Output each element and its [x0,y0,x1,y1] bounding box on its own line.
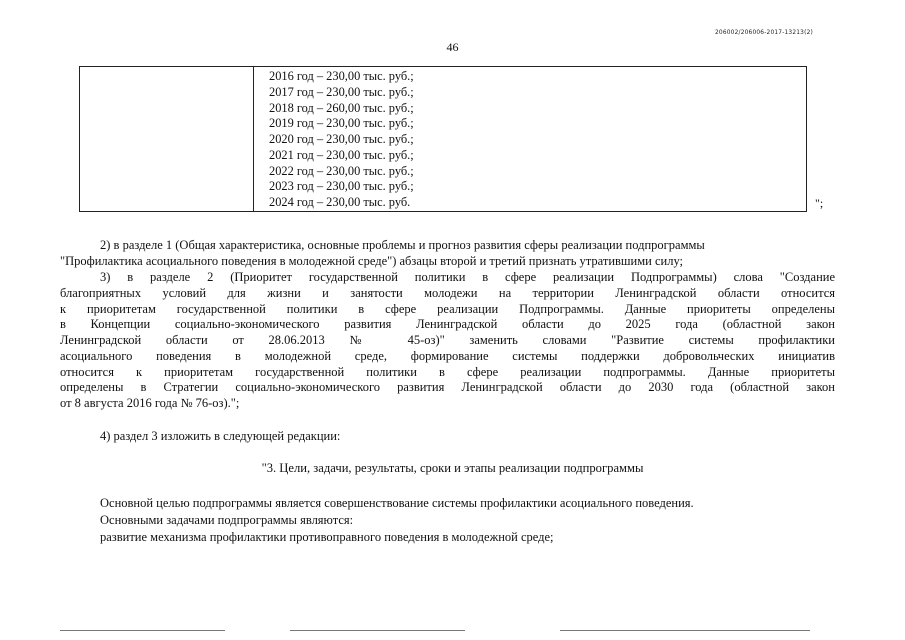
paragraph-line: 4) раздел 3 изложить в следующей редакции: [100,429,341,443]
funding-line: 2017 год – 230,00 тыс. руб.; [269,84,414,99]
footer-rule [560,630,810,631]
paragraph-line: определены в Стратегии социально-экономического развития Ленинградской области до 2030 года (областной закон [60,380,835,395]
body-line: Основными задачами подпрограммы являются: [100,513,354,527]
paragraph-2 [60,238,835,270]
funding-line: 2022 год – 230,00 тыс. руб.; [269,163,414,178]
table-closing-quote: "; [815,196,824,210]
funding-table [79,66,807,212]
table-right-column [269,69,802,211]
paragraph-line: благоприятных условий для жизни и занятости молодежи на территории Ленинградской области относится [60,285,835,300]
paragraph-line: в Концепции социально-экономического развития Ленинградской области до 2025 года (областной закон [60,317,835,332]
paragraph-3 [60,270,835,412]
footer-rule [60,630,225,631]
paragraph-line: "Профилактика асоциального поведения в молодежной среде") абзацы второй и третий признать утратившими силу; [60,253,684,268]
funding-line: 2020 год – 230,00 тыс. руб.; [269,132,414,146]
section-heading: "3. Цели, задачи, результаты, сроки и этапы реализации подпрограммы [261,461,644,475]
funding-line: 2016 год – 230,00 тыс. руб.; [269,69,414,83]
table-left-column [80,67,254,211]
funding-line: 2018 год – 260,00 тыс. руб.; [269,100,414,115]
paragraph-line: Ленинградской области от 28.06.2013 № 45-оз)" заменить словами "Развитие системы профилактики [60,333,835,347]
paragraph-line: от 8 августа 2016 года № 76-оз)."; [60,396,240,410]
footer-rule [290,630,465,631]
body-line: развитие механизма профилактики противоправного поведения в молодежной среде; [100,530,554,544]
body-line: Основной целью подпрограммы является совершенствование системы профилактики асоциального поведения. [100,496,694,510]
paragraph-line: относится к приоритетам государственной политики в сфере реализации подпрограммы. Данные приоритеты [60,364,835,379]
paragraph-4 [60,429,835,445]
funding-line: 2021 год – 230,00 тыс. руб.; [269,147,414,162]
paragraph-line: 2) в разделе 1 (Общая характеристика, основные проблемы и прогноз развития сферы реализации подпрограммы [100,238,705,252]
paragraph-line: асоциального поведения в молодежной среде, формирование системы поддержки добровольческих инициатив [60,348,835,363]
funding-line: 2023 год – 230,00 тыс. руб.; [269,179,414,194]
document-id: 206002/206006-2017-13213(2) [715,28,813,36]
funding-line: 2019 год – 230,00 тыс. руб.; [269,116,414,131]
paragraph-line: к приоритетам государственной политики в сфере реализации Подпрограммы. Данные приоритеты определены [60,301,835,316]
page-number: 46 [446,40,459,54]
paragraph-line: 3) в разделе 2 (Приоритет государственной политики в сфере реализации Подпрограммы) слова "Создание [100,270,835,284]
funding-line: 2024 год – 230,00 тыс. руб. [269,195,411,209]
